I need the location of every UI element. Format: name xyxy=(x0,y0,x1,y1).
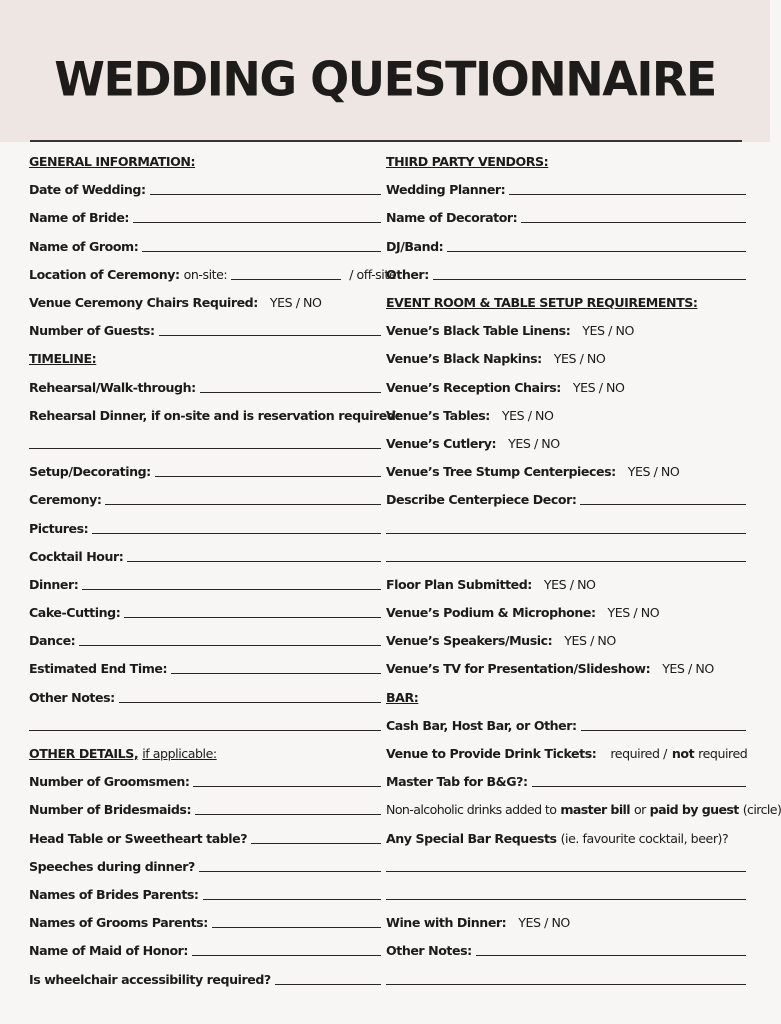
dinner-field[interactable] xyxy=(82,589,381,590)
row-tables xyxy=(386,402,746,430)
planner-label: Wedding Planner: xyxy=(386,182,506,198)
brides-parents-label: Names of Brides Parents: xyxy=(29,886,199,902)
row-linens xyxy=(386,317,746,345)
end-time-field[interactable] xyxy=(171,673,381,674)
dj-field[interactable] xyxy=(447,251,746,252)
cake-field[interactable] xyxy=(124,617,381,618)
decorator-field[interactable] xyxy=(521,222,746,223)
row-bar-heading xyxy=(386,684,746,712)
row-cutlery xyxy=(386,430,746,458)
other-notes-right-field-2[interactable] xyxy=(386,984,746,985)
nonalc-paid-option[interactable]: paid by guest xyxy=(649,802,739,818)
wheelchair-label: Is wheelchair accessibility required? xyxy=(29,971,271,987)
left-column xyxy=(29,148,401,994)
row-drink-tickets xyxy=(386,740,746,768)
row-cake xyxy=(29,599,381,627)
setup-label: Setup/Decorating: xyxy=(29,464,151,480)
speeches-field[interactable] xyxy=(199,871,381,872)
napkins-options[interactable]: YES / NO xyxy=(553,351,606,367)
linens-label: Venue’s Black Table Linens: xyxy=(386,323,571,339)
bride-label: Name of Bride: xyxy=(29,210,130,226)
row-speeches xyxy=(29,853,381,881)
linens-options[interactable]: YES / NO xyxy=(582,323,634,339)
drink-tickets-label: Venue to Provide Drink Tickets: xyxy=(386,746,597,762)
row-cash-bar xyxy=(386,712,746,740)
setup-field[interactable] xyxy=(155,476,381,477)
row-timeline-heading xyxy=(29,345,381,373)
guests-label: Number of Guests: xyxy=(29,323,155,339)
special-bar-field-2[interactable] xyxy=(386,899,746,900)
maid-of-honor-field[interactable] xyxy=(192,955,381,956)
chairs-options[interactable]: YES / NO xyxy=(269,295,322,311)
general-info-heading: GENERAL INFORMATION: xyxy=(29,154,196,170)
location-offsite-label: / off-site xyxy=(349,266,397,282)
other-notes-right-field[interactable] xyxy=(476,955,746,956)
other-notes-field-2[interactable] xyxy=(29,730,381,731)
row-bridesmaids xyxy=(29,796,381,824)
nonalc-or: or xyxy=(633,802,646,818)
maid-of-honor-label: Name of Maid of Honor: xyxy=(29,943,189,959)
row-tv xyxy=(386,655,746,683)
cutlery-options[interactable]: YES / NO xyxy=(508,435,560,451)
row-centerpiece xyxy=(386,486,746,514)
other-notes-label: Other Notes: xyxy=(29,689,115,705)
row-ceremony xyxy=(29,486,381,514)
row-cocktail xyxy=(29,543,381,571)
date-field[interactable] xyxy=(150,194,381,195)
stump-label: Venue’s Tree Stump Centerpieces: xyxy=(386,464,616,480)
row-special-bar-line-1 xyxy=(386,853,746,881)
ceremony-field[interactable] xyxy=(105,504,381,505)
row-maid-of-honor xyxy=(29,937,381,965)
planner-field[interactable] xyxy=(509,194,746,195)
decorator-label: Name of Decorator: xyxy=(386,210,518,226)
row-other-vendor xyxy=(386,261,746,289)
tables-options[interactable]: YES / NO xyxy=(501,407,554,423)
podium-label: Venue’s Podium & Microphone: xyxy=(386,605,596,621)
timeline-heading: TIMELINE: xyxy=(29,351,97,367)
row-nonalc xyxy=(386,796,781,824)
row-decorator xyxy=(386,204,746,232)
cake-label: Cake-Cutting: xyxy=(29,605,121,621)
other-vendor-field[interactable] xyxy=(433,279,746,280)
row-stump xyxy=(386,458,746,486)
nonalc-master-option[interactable]: master bill xyxy=(560,802,630,818)
rehearsal-dinner-field[interactable] xyxy=(29,448,381,449)
end-time-label: Estimated End Time: xyxy=(29,661,168,677)
location-onsite-field[interactable] xyxy=(231,279,341,280)
row-reception-chairs xyxy=(386,374,746,402)
row-general-heading xyxy=(29,148,381,176)
row-centerpiece-line-3 xyxy=(386,543,746,571)
cocktail-label: Cocktail Hour: xyxy=(29,548,124,564)
row-dj xyxy=(386,233,746,261)
row-grooms-parents xyxy=(29,909,381,937)
grooms-parents-field[interactable] xyxy=(212,927,381,928)
tv-label: Venue’s TV for Presentation/Slideshow: xyxy=(386,661,651,677)
row-other-notes xyxy=(29,684,381,712)
dj-label: DJ/Band: xyxy=(386,238,444,254)
cash-bar-label: Cash Bar, Host Bar, or Other: xyxy=(386,717,577,733)
location-onsite-label: on-site: xyxy=(183,266,228,282)
nonalc-label: Non-alcoholic drinks added to xyxy=(386,802,557,818)
guests-field[interactable] xyxy=(159,335,381,336)
row-groomsmen xyxy=(29,768,381,796)
wine-options[interactable]: YES / NO xyxy=(518,915,570,931)
row-groom xyxy=(29,233,381,261)
row-master-tab xyxy=(386,768,746,796)
other-vendor-label: Other: xyxy=(386,266,429,282)
bridesmaids-field[interactable] xyxy=(195,814,381,815)
centerpiece-label: Describe Centerpiece Decor: xyxy=(386,492,577,508)
drink-not-option[interactable]: not xyxy=(671,746,695,762)
row-bride xyxy=(29,204,381,232)
row-setup xyxy=(29,458,381,486)
cutlery-label: Venue’s Cutlery: xyxy=(386,435,497,451)
bridesmaids-label: Number of Bridesmaids: xyxy=(29,802,192,818)
row-brides-parents xyxy=(29,881,381,909)
master-tab-label: Master Tab for B&G?: xyxy=(386,774,528,790)
row-rehearsal-dinner-line xyxy=(29,430,381,458)
groom-field[interactable] xyxy=(142,251,381,252)
reception-chairs-options[interactable]: YES / NO xyxy=(572,379,625,395)
row-wheelchair xyxy=(29,965,381,993)
centerpiece-field-3[interactable] xyxy=(386,561,746,562)
row-dinner xyxy=(29,571,381,599)
other-notes-right-label: Other Notes: xyxy=(386,943,472,959)
wine-label: Wine with Dinner: xyxy=(386,915,507,931)
row-wine xyxy=(386,909,746,937)
row-rehearsal xyxy=(29,374,381,402)
other-notes-field[interactable] xyxy=(119,702,381,703)
stump-options[interactable]: YES / NO xyxy=(627,464,680,480)
groomsmen-label: Number of Groomsmen: xyxy=(29,774,190,790)
title-divider xyxy=(30,140,742,142)
floor-plan-label: Floor Plan Submitted: xyxy=(386,576,532,592)
ceremony-label: Ceremony: xyxy=(29,492,102,508)
location-label: Location of Ceremony: xyxy=(29,266,180,282)
row-other-notes-right-line xyxy=(386,965,746,993)
date-label: Date of Wedding: xyxy=(29,182,146,198)
pictures-label: Pictures: xyxy=(29,520,89,536)
tv-options[interactable]: YES / NO xyxy=(662,661,714,677)
special-bar-label: Any Special Bar Requests xyxy=(386,830,557,846)
row-vendors-heading xyxy=(386,148,746,176)
floor-plan-options[interactable]: YES / NO xyxy=(543,576,596,592)
row-dance xyxy=(29,627,381,655)
row-chairs xyxy=(29,289,381,317)
special-bar-example: (ie. favourite cocktail, beer)? xyxy=(560,830,729,846)
dance-label: Dance: xyxy=(29,633,76,649)
tables-label: Venue’s Tables: xyxy=(386,407,490,423)
row-pictures xyxy=(29,514,381,542)
row-date xyxy=(29,176,381,204)
row-podium xyxy=(386,599,746,627)
centerpiece-field-2[interactable] xyxy=(386,533,746,534)
bar-heading: BAR: xyxy=(386,689,419,705)
special-bar-field-1[interactable] xyxy=(386,871,746,872)
podium-options[interactable]: YES / NO xyxy=(607,605,660,621)
speakers-options[interactable]: YES / NO xyxy=(564,633,616,649)
dance-field[interactable] xyxy=(79,645,381,646)
row-guests xyxy=(29,317,381,345)
groomsmen-field[interactable] xyxy=(193,786,381,787)
row-napkins xyxy=(386,345,746,373)
reception-chairs-label: Venue’s Reception Chairs: xyxy=(386,379,561,395)
napkins-label: Venue’s Black Napkins: xyxy=(386,351,542,367)
row-other-notes-right xyxy=(386,937,746,965)
nonalc-circle-note: (circle) xyxy=(742,802,781,818)
bride-field[interactable] xyxy=(133,222,381,223)
master-tab-field[interactable] xyxy=(532,786,746,787)
speeches-label: Speeches during dinner? xyxy=(29,858,195,874)
row-other-details-heading xyxy=(29,740,381,768)
event-setup-heading: EVENT ROOM & TABLE SETUP REQUIREMENTS: xyxy=(386,295,698,311)
groom-label: Name of Groom: xyxy=(29,238,139,254)
other-details-heading: OTHER DETAILS, xyxy=(29,746,139,762)
head-table-label: Head Table or Sweetheart table? xyxy=(29,830,248,846)
rehearsal-field[interactable] xyxy=(200,392,381,393)
other-details-sub: if applicable: xyxy=(142,746,217,762)
centerpiece-field[interactable] xyxy=(580,504,746,505)
brides-parents-field[interactable] xyxy=(203,899,381,900)
row-planner xyxy=(386,176,746,204)
row-floor-plan xyxy=(386,571,746,599)
row-event-heading xyxy=(386,289,746,317)
row-special-bar-line-2 xyxy=(386,881,746,909)
rehearsal-label: Rehearsal/Walk-through: xyxy=(29,379,196,395)
dinner-label: Dinner: xyxy=(29,576,79,592)
drink-required-option[interactable]: required / xyxy=(610,746,667,762)
cocktail-field[interactable] xyxy=(127,561,381,562)
head-table-field[interactable] xyxy=(251,843,381,844)
drink-required-option-2[interactable]: required xyxy=(698,746,748,762)
row-rehearsal-dinner xyxy=(29,402,401,430)
wheelchair-field[interactable] xyxy=(275,984,381,985)
row-speakers xyxy=(386,627,746,655)
row-head-table xyxy=(29,825,381,853)
row-end-time xyxy=(29,655,381,683)
page-title: WEDDING QUESTIONNAIRE xyxy=(54,51,716,107)
rehearsal-dinner-label: Rehearsal Dinner, if on-site and is reservation required: xyxy=(29,407,401,423)
row-special-bar xyxy=(386,825,746,853)
vendors-heading: THIRD PARTY VENDORS: xyxy=(386,154,549,170)
chairs-label: Venue Ceremony Chairs Required: xyxy=(29,295,258,311)
row-centerpiece-line-2 xyxy=(386,514,746,542)
grooms-parents-label: Names of Grooms Parents: xyxy=(29,915,208,931)
row-location xyxy=(29,261,397,289)
cash-bar-field[interactable] xyxy=(581,730,746,731)
pictures-field[interactable] xyxy=(92,533,381,534)
right-column xyxy=(386,148,781,994)
row-other-notes-line xyxy=(29,712,381,740)
speakers-label: Venue’s Speakers/Music: xyxy=(386,633,553,649)
